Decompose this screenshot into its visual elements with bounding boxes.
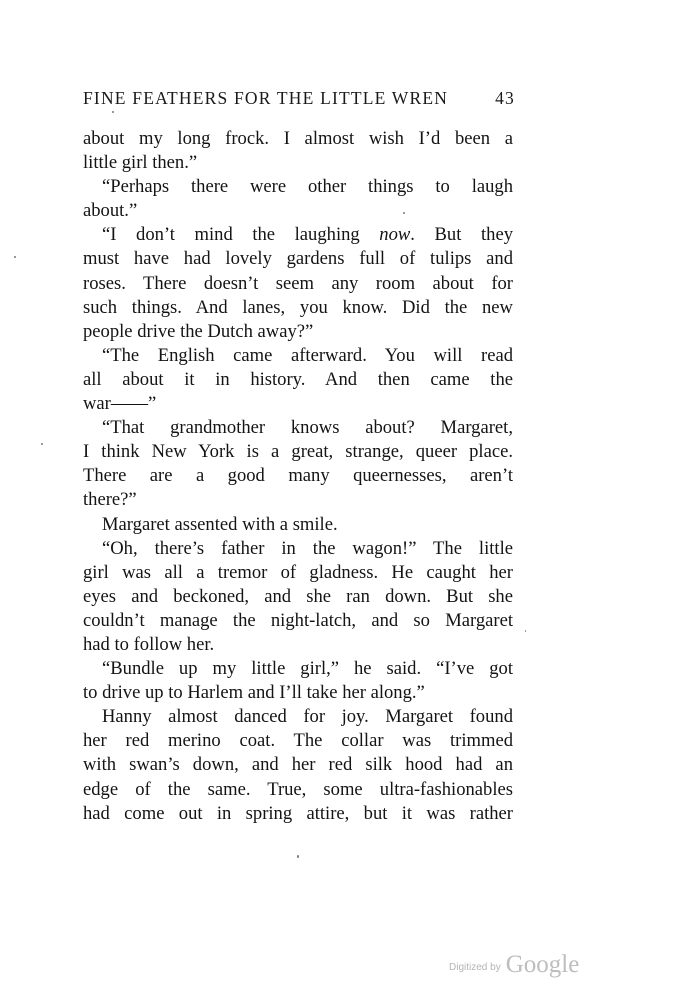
running-title: FINE FEATHERS FOR THE LITTLE WREN bbox=[83, 88, 449, 108]
body-text bbox=[83, 127, 513, 826]
text-line: to drive up to Harlem and I’ll take her along.” bbox=[83, 682, 425, 704]
text-line: “That grandmother knows about? Margaret, bbox=[102, 417, 513, 439]
text-line: there?” bbox=[83, 489, 137, 511]
text-line: Hanny almost danced for joy. Margaret found bbox=[102, 706, 513, 728]
text-line: had to follow her. bbox=[83, 633, 215, 655]
running-header bbox=[83, 88, 515, 109]
text-line: about.” bbox=[83, 200, 138, 222]
text-line: “Perhaps there were other things to laugh bbox=[102, 176, 513, 198]
text-line: eyes and beckoned, and she ran down. But she bbox=[83, 585, 513, 607]
text-line: must have had lovely gardens full of tulips and bbox=[83, 248, 513, 270]
text-line: her red merino coat. The collar was trimmed bbox=[83, 730, 513, 752]
text-line: all about it in history. And then came the bbox=[83, 368, 513, 390]
text-line: “Bundle up my little girl,” he said. “I’ve got bbox=[102, 658, 513, 680]
text-line: such things. And lanes, you know. Did the new bbox=[83, 296, 513, 318]
text-line: little girl then.” bbox=[83, 152, 198, 174]
scan-speck bbox=[41, 443, 43, 445]
text-line: Margaret assented with a smile. bbox=[102, 513, 338, 535]
google-logo: Google bbox=[505, 951, 580, 978]
text-line: “Oh, there’s father in the wagon!” The little bbox=[102, 537, 513, 559]
text-line: girl was all a tremor of gladness. He caught her bbox=[83, 561, 513, 583]
text-line: edge of the same. True, some ultra-fashionables bbox=[83, 778, 513, 800]
text-line: I think New York is a great, strange, queer place. bbox=[83, 441, 513, 463]
scan-speck bbox=[297, 855, 299, 858]
text-line: roses. There doesn’t seem any room about for bbox=[83, 272, 513, 294]
text-line: people drive the Dutch away?” bbox=[83, 320, 314, 342]
text-line: war——” bbox=[83, 393, 157, 415]
text-line: “The English came afterward. You will read bbox=[102, 344, 513, 366]
text-line: with swan’s down, and her red silk hood had an bbox=[83, 754, 513, 776]
scan-speck bbox=[14, 256, 16, 258]
scan-speck bbox=[525, 630, 526, 632]
watermark-prefix: Digitized by bbox=[449, 962, 501, 973]
scan-speck bbox=[112, 111, 114, 113]
page-number: 43 bbox=[495, 88, 515, 108]
text-line: There are a good many queernesses, aren’t bbox=[83, 465, 513, 487]
italic-word: now bbox=[379, 224, 411, 246]
text-line: about my long frock. I almost wish I’d been a bbox=[83, 128, 513, 149]
scan-speck bbox=[403, 212, 405, 214]
text-line: had come out in spring attire, but it was rather bbox=[83, 802, 513, 824]
text-line: “I don’t mind the laughing now. But they bbox=[102, 224, 513, 246]
digitized-by-google-watermark bbox=[449, 952, 579, 978]
text-line: couldn’t manage the night-latch, and so Margaret bbox=[83, 609, 513, 631]
